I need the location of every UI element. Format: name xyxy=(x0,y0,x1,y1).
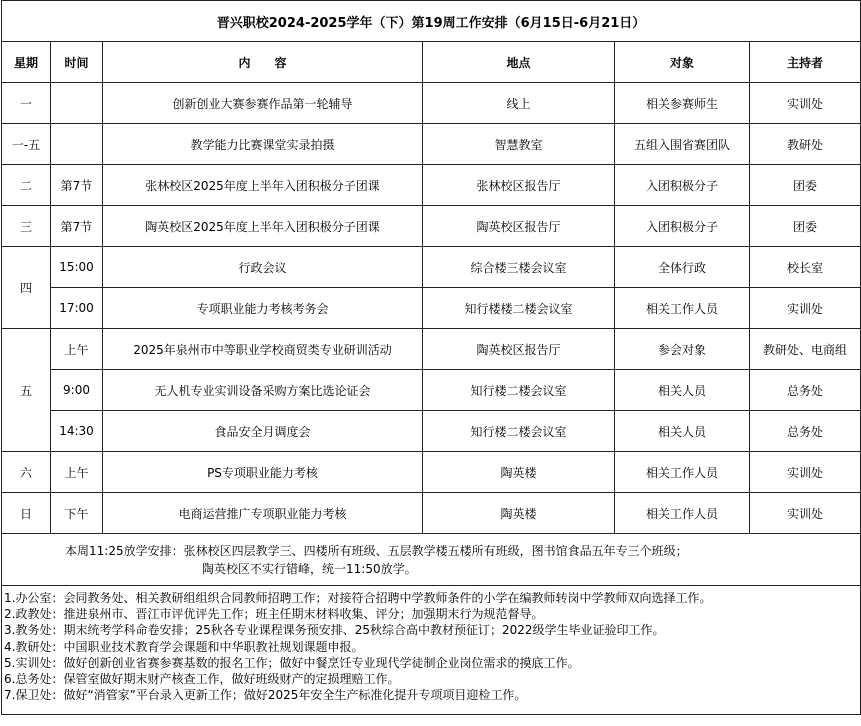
cell-place: 线上 xyxy=(423,83,615,124)
cell-content: 电商运营推广专项职业能力考核 xyxy=(103,493,423,534)
cell-day: 二 xyxy=(2,165,51,206)
cell-place: 陶英楼 xyxy=(423,493,615,534)
cell-content: 张林校区2025年度上半年入团积极分子团课 xyxy=(103,165,423,206)
task-item: 1.办公室：会同教务处、相关教研组组织合同教师招聘工作；对接符合招聘中学教师条件的小学在编教师转岗中学教师双向选择工作。 xyxy=(4,591,712,605)
schedule-table xyxy=(1,0,861,715)
cell-time: 上午 xyxy=(51,452,103,493)
cell-host: 团委 xyxy=(750,165,861,206)
page-title: 晋兴职校2024-2025学年（下）第19周工作安排（6月15日-6月21日） xyxy=(2,1,861,42)
header-day: 星期 xyxy=(2,42,51,83)
table-row xyxy=(2,411,861,452)
cell-place: 陶英楼 xyxy=(423,452,615,493)
cell-time: 15:00 xyxy=(51,247,103,288)
cell-target: 相关工作人员 xyxy=(615,452,750,493)
cell-day: 三 xyxy=(2,206,51,247)
table-row xyxy=(2,247,861,288)
cell-place: 综合楼三楼会议室 xyxy=(423,247,615,288)
cell-host: 实训处 xyxy=(750,288,861,329)
cell-day: 一-五 xyxy=(2,124,51,165)
cell-time: 9:00 xyxy=(51,370,103,411)
table-row xyxy=(2,493,861,534)
cell-time: 14:30 xyxy=(51,411,103,452)
cell-host: 总务处 xyxy=(750,411,861,452)
table-row xyxy=(2,329,861,370)
cell-content: 行政会议 xyxy=(103,247,423,288)
cell-host: 总务处 xyxy=(750,370,861,411)
task-item: 5.实训处：做好创新创业省赛参赛基数的报名工作；做好中餐烹饪专业现代学徒制企业岗位需求的摸底工作。 xyxy=(4,655,580,670)
cell-time xyxy=(51,83,103,124)
cell-target: 相关参赛师生 xyxy=(615,83,750,124)
cell-day: 四 xyxy=(2,247,51,329)
cell-content: 创新创业大赛参赛作品第一轮辅导 xyxy=(103,83,423,124)
cell-time: 第7节 xyxy=(51,206,103,247)
table-row xyxy=(2,288,861,329)
cell-host: 实训处 xyxy=(750,452,861,493)
table-row xyxy=(2,370,861,411)
cell-target: 相关人员 xyxy=(615,411,750,452)
cell-target: 相关工作人员 xyxy=(615,493,750,534)
department-tasks xyxy=(2,586,861,715)
cell-content: 教学能力比赛课堂实录拍摄 xyxy=(103,124,423,165)
cell-time: 第7节 xyxy=(51,165,103,206)
header-content: 内 容 xyxy=(103,42,423,83)
cell-host: 教研处、电商组 xyxy=(750,329,861,370)
cell-target: 参会对象 xyxy=(615,329,750,370)
task-item: 7.保卫处：做好“消管家”平台录入更新工作；做好2025年安全生产标准化提升专项项目迎检工作。 xyxy=(4,688,527,703)
header-target: 对象 xyxy=(615,42,750,83)
cell-host: 团委 xyxy=(750,206,861,247)
cell-target: 相关人员 xyxy=(615,370,750,411)
cell-host: 实训处 xyxy=(750,493,861,534)
task-item: 6.总务处：保管室做好期末财产核查工作，做好班级财产的定损理赔工作。 xyxy=(4,672,400,687)
dismissal-notice xyxy=(2,534,861,586)
cell-place: 知行楼楼二楼会议室 xyxy=(423,288,615,329)
cell-time: 上午 xyxy=(51,329,103,370)
table-row xyxy=(2,452,861,493)
header-time: 时间 xyxy=(51,42,103,83)
cell-day: 一 xyxy=(2,83,51,124)
cell-content: 2025年泉州市中等职业学校商贸类专业研训活动 xyxy=(103,329,423,370)
table-row xyxy=(2,165,861,206)
table-row xyxy=(2,124,861,165)
header-place: 地点 xyxy=(423,42,615,83)
header-host: 主持者 xyxy=(750,42,861,83)
cell-target: 五组入围省赛团队 xyxy=(615,124,750,165)
cell-day: 六 xyxy=(2,452,51,493)
table-row xyxy=(2,206,861,247)
cell-content: PS专项职业能力考核 xyxy=(103,452,423,493)
notice-line: 本周11:25放学安排：张林校区四层教学三、四楼所有班级、五层教学楼五楼所有班级，图书馆食品五年专三个班级； xyxy=(65,543,688,558)
cell-target: 入团积极分子 xyxy=(615,206,750,247)
task-item: 4.教研处：中国职业技术教育学会课题和中华职教社规划课题申报。 xyxy=(4,639,364,654)
cell-content: 无人机专业实训设备采购方案比选论证会 xyxy=(103,370,423,411)
task-item: 2.政教处：推进泉州市、晋江市评优评先工作；班主任期末材料收集、评分；加强期末行为规范督导。 xyxy=(4,607,544,622)
cell-content: 专项职业能力考核考务会 xyxy=(103,288,423,329)
cell-time: 下午 xyxy=(51,493,103,534)
cell-time: 17:00 xyxy=(51,288,103,329)
cell-place: 知行楼二楼会议室 xyxy=(423,411,615,452)
cell-place: 智慧教室 xyxy=(423,124,615,165)
task-item: 3.教务处：期末统考学科命卷安排；25秋各专业课程课务预安排、25秋综合高中教材预征订；2022级学生毕业证验印工作。 xyxy=(4,623,665,638)
cell-content: 陶英校区2025年度上半年入团积极分子团课 xyxy=(103,206,423,247)
cell-day: 日 xyxy=(2,493,51,534)
cell-place: 陶英校区报告厅 xyxy=(423,206,615,247)
cell-target: 相关工作人员 xyxy=(615,288,750,329)
cell-time xyxy=(51,124,103,165)
cell-place: 张林校区报告厅 xyxy=(423,165,615,206)
cell-place: 知行楼二楼会议室 xyxy=(423,370,615,411)
cell-host: 教研处 xyxy=(750,124,861,165)
table-row xyxy=(2,83,861,124)
cell-content: 食品安全月调度会 xyxy=(103,411,423,452)
cell-day: 五 xyxy=(2,329,51,452)
cell-host: 校长室 xyxy=(750,247,861,288)
cell-host: 实训处 xyxy=(750,83,861,124)
cell-target: 全体行政 xyxy=(615,247,750,288)
cell-target: 入团积极分子 xyxy=(615,165,750,206)
notice-line: 陶英校区不实行错峰，统一11:50放学。 xyxy=(202,561,417,576)
cell-place: 陶英校区报告厅 xyxy=(423,329,615,370)
